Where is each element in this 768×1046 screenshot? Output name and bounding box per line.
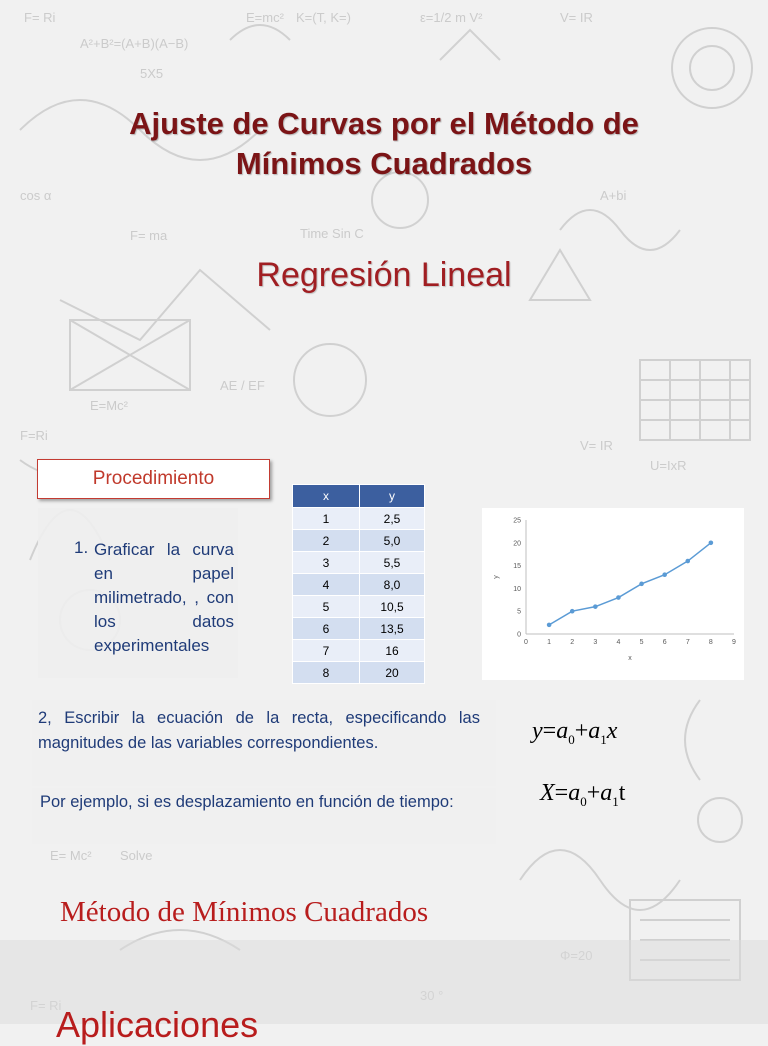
chart-container xyxy=(482,508,744,680)
table-cell: 8,0 xyxy=(360,574,425,596)
step-2-text: 2, Escribir la ecuación de la recta, especificando las magnitudes de las variables correspondientes. xyxy=(38,709,480,752)
data-point xyxy=(685,559,690,564)
y-tick-label: 15 xyxy=(513,563,521,571)
equation-x: $X=a_0+a_1t$ xyxy=(540,780,626,809)
svg-text:F= Ri: F= Ri xyxy=(24,10,56,25)
svg-text:F=Ri: F=Ri xyxy=(20,428,48,443)
svg-text:Solve: Solve xyxy=(120,848,153,863)
svg-text:AE / EF: AE / EF xyxy=(220,378,265,393)
column-header-x: x xyxy=(293,485,360,508)
page-title xyxy=(60,104,708,184)
svg-text:E=mc²: E=mc² xyxy=(246,10,284,25)
x-tick-label: 9 xyxy=(732,639,736,646)
x-axis-label: x xyxy=(628,655,632,662)
example-text: Por ejemplo, si es desplazamiento en función de tiempo: xyxy=(40,793,454,811)
x-tick-label: 4 xyxy=(616,639,621,646)
y-tick-label: 10 xyxy=(513,585,521,593)
y-tick-label: 5 xyxy=(517,608,521,616)
y-axis-label: y xyxy=(493,575,500,579)
svg-text:cos α: cos α xyxy=(20,188,52,203)
table-cell: 2,5 xyxy=(360,508,425,530)
table-row xyxy=(293,618,425,640)
x-tick-label: 0 xyxy=(524,639,528,646)
data-point xyxy=(662,572,667,577)
x-tick-label: 1 xyxy=(547,639,552,646)
column-header-y: y xyxy=(360,485,425,508)
data-point xyxy=(570,609,575,614)
procedimiento-label: Procedimiento xyxy=(92,468,215,489)
bottom-title: Aplicaciones xyxy=(56,1004,259,1045)
title-line-2: Mínimos Cuadrados xyxy=(235,146,533,181)
x-tick-label: 5 xyxy=(639,639,644,646)
equation-y: $y=a_0+a_1x$ xyxy=(532,718,618,747)
svg-text:Time Sin C: Time Sin C xyxy=(300,226,364,241)
svg-text:K=(T, K=): K=(T, K=) xyxy=(296,10,351,25)
svg-text:5X5: 5X5 xyxy=(140,66,164,81)
x-tick-label: 2 xyxy=(570,639,575,646)
table-header-row xyxy=(293,485,425,508)
x-tick-label: 7 xyxy=(685,639,690,646)
table-row xyxy=(293,574,425,596)
example-panel xyxy=(32,788,496,844)
equations-panel xyxy=(500,714,660,824)
data-point xyxy=(616,595,621,600)
table-cell: 5,0 xyxy=(360,530,425,552)
svg-text:E= Mc²: E= Mc² xyxy=(50,848,92,863)
x-tick-label: 8 xyxy=(708,639,713,646)
data-point xyxy=(547,623,552,628)
table-cell: 3 xyxy=(293,552,360,574)
table-cell: 6 xyxy=(293,618,360,640)
step-1-panel xyxy=(38,508,238,678)
table-cell: 5 xyxy=(293,596,360,618)
svg-text:ε=1/2 m V²: ε=1/2 m V² xyxy=(420,10,483,25)
table-cell: 8 xyxy=(293,662,360,684)
table-row xyxy=(293,508,425,530)
svg-text:U=IxR: U=IxR xyxy=(650,458,687,473)
x-tick-label: 3 xyxy=(593,639,598,646)
y-tick-label: 25 xyxy=(513,517,521,525)
title-line-1: Ajuste de Curvas por el Método de xyxy=(129,106,639,141)
svg-text:E=Mc²: E=Mc² xyxy=(90,398,128,413)
table-row xyxy=(293,530,425,552)
data-point xyxy=(639,582,644,587)
svg-text:F= ma: F= ma xyxy=(130,228,168,243)
step-1-text: Graficar la curva en papel milimetrado, , con los datos experimentales xyxy=(94,540,234,655)
svg-text:V= IR: V= IR xyxy=(560,10,593,25)
table-row xyxy=(293,552,425,574)
step-1-number: 1. xyxy=(74,538,89,557)
y-tick-label: 0 xyxy=(517,631,521,639)
table-cell: 2 xyxy=(293,530,360,552)
svg-text:V= IR: V= IR xyxy=(580,438,613,453)
page-subtitle: Regresión Lineal xyxy=(256,256,512,294)
table-cell: 5,5 xyxy=(360,552,425,574)
data-table xyxy=(292,484,425,684)
table-cell: 16 xyxy=(360,640,425,662)
table-cell: 20 xyxy=(360,662,425,684)
section-title: Método de Mínimos Cuadrados xyxy=(60,896,429,928)
data-point xyxy=(709,541,714,546)
table-cell: 1 xyxy=(293,508,360,530)
table-row xyxy=(293,596,425,618)
table-cell: 4 xyxy=(293,574,360,596)
svg-text:A²+B²=(A+B)(A−B): A²+B²=(A+B)(A−B) xyxy=(80,36,189,51)
table-cell: 13,5 xyxy=(360,618,425,640)
table-cell: 7 xyxy=(293,640,360,662)
line-chart xyxy=(482,508,744,680)
svg-text:A+bi: A+bi xyxy=(600,188,627,203)
y-tick-label: 20 xyxy=(513,540,521,548)
step-2-panel xyxy=(32,700,496,786)
procedimiento-box xyxy=(37,459,270,499)
table-row xyxy=(293,640,425,662)
table-cell: 10,5 xyxy=(360,596,425,618)
table-row xyxy=(293,662,425,684)
data-point xyxy=(593,604,598,609)
x-tick-label: 6 xyxy=(662,639,667,646)
